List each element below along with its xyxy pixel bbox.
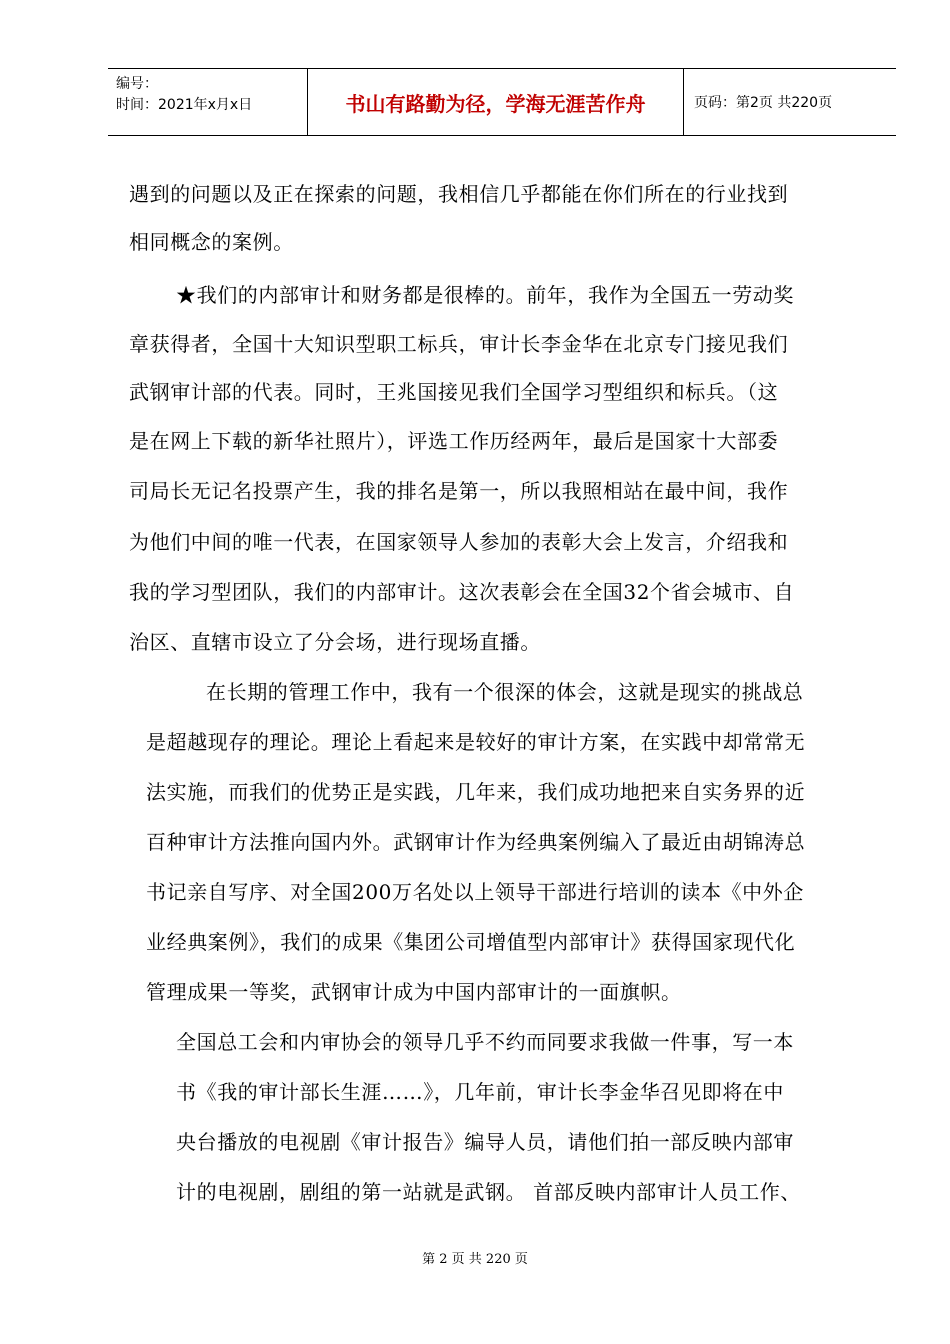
body-line: 业经典案例》，我们的成果《集团公司增值型内部审计》获得国家现代化 (146, 930, 796, 954)
body-line: 管理成果一等奖，武钢审计成为中国内部审计的一面旗帜。 (146, 980, 682, 1004)
page-header (108, 68, 896, 136)
body-line: 在长期的管理工作中，我有一个很深的体会，这就是现实的挑战总 (206, 680, 804, 704)
body-line: 我的学习型团队，我们的内部审计。这次表彰会在全国32个省会城市、自 (129, 580, 795, 604)
body-line: 书《我的审计部长生涯……》，几年前，审计长李金华召见即将在中 (176, 1080, 784, 1104)
body-line: 为他们中间的唯一代表，在国家领导人参加的表彰大会上发言，介绍我和 (129, 530, 789, 554)
body-line: 全国总工会和内审协会的领导几乎不约而同要求我做一件事，写一本 (176, 1030, 794, 1054)
body-line: ★我们的内部审计和财务都是很棒的。前年，我作为全国五一劳动奖 (176, 283, 794, 307)
body-line: 遇到的问题以及正在探索的问题，我相信几乎都能在你们所在的行业找到 (129, 182, 789, 206)
body-line: 章获得者，全国十大知识型职工标兵，审计长李金华在北京专门接见我们 (129, 332, 789, 356)
body-line: 是在网上下载的新华社照片），评选工作历经两年，最后是国家十大部委 (129, 429, 779, 453)
date-label: 时间：2021年x月x日 (116, 97, 253, 113)
header-motto: 书山有路勤为径，学海无涯苦作舟 (308, 69, 684, 135)
body-line: 治区、直辖市设立了分会场，进行现场直播。 (129, 630, 541, 654)
body-line: 法实施，而我们的优势正是实践，几年来，我们成功地把来自实务界的近 (146, 780, 806, 804)
header-page-label: 页码：第2页 共220页 (694, 95, 833, 111)
body-line: 是超越现存的理论。理论上看起来是较好的审计方案，在实践中却常常无 (146, 730, 806, 754)
body-line: 计的电视剧，剧组的第一站就是武钢。 首部反映内部审计人员工作、 (176, 1180, 801, 1204)
body-line: 书记亲自写序、对全国200万名处以上领导干部进行培训的读本《中外企 (146, 880, 804, 904)
serial-label: 编号： (116, 76, 158, 92)
header-meta (108, 69, 308, 135)
body-line: 央台播放的电视剧《审计报告》编导人员，请他们拍一部反映内部审 (176, 1130, 794, 1154)
body-line: 百种审计方法推向国内外。武钢审计作为经典案例编入了最近由胡锦涛总 (146, 830, 806, 854)
body-line: 相同概念的案例。 (129, 230, 294, 254)
body-line: 司局长无记名投票产生，我的排名是第一，所以我照相站在最中间，我作 (129, 479, 789, 503)
body-line: 武钢审计部的代表。同时，王兆国接见我们全国学习型组织和标兵。（这 (129, 380, 779, 404)
page-footer: 第 2 页 共 220 页 (422, 1252, 528, 1267)
